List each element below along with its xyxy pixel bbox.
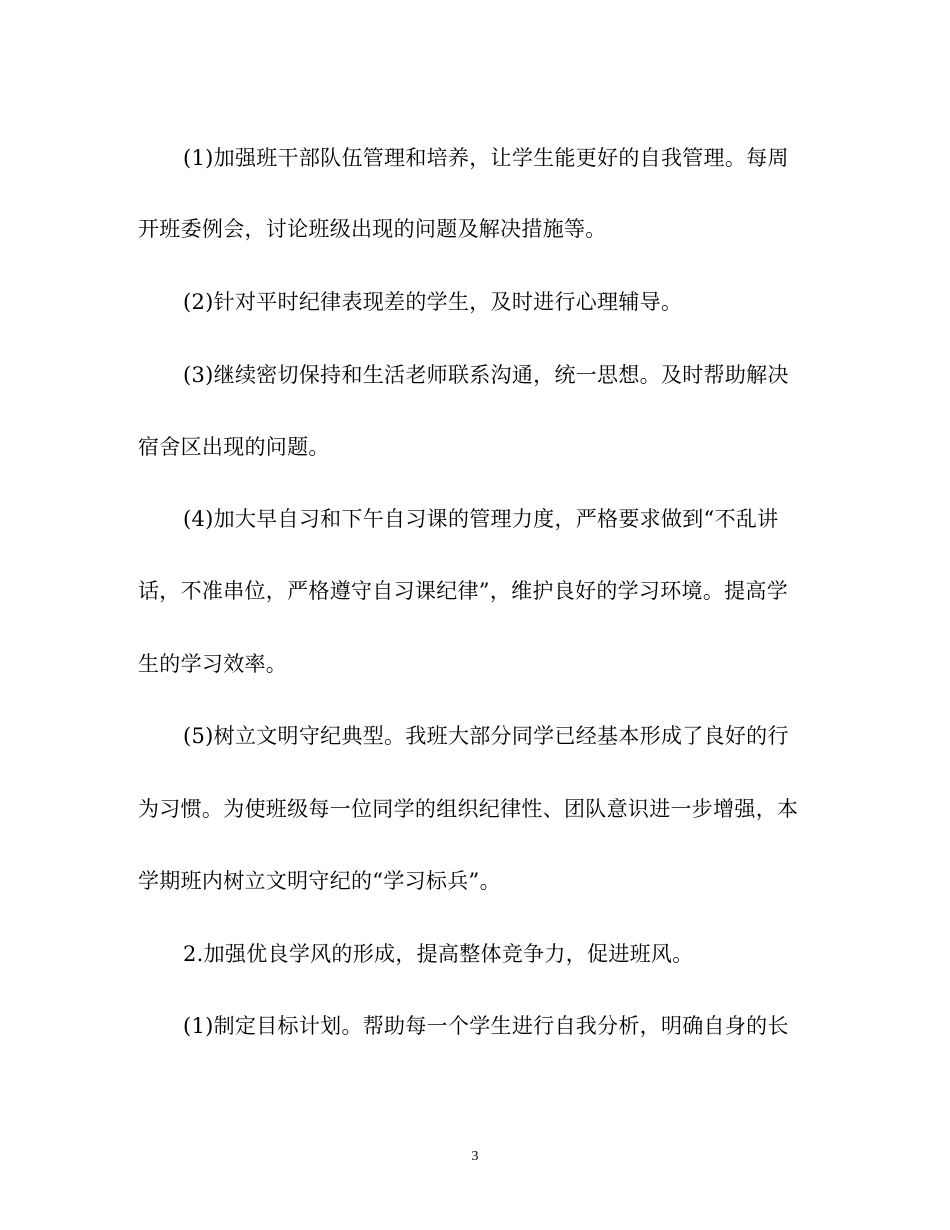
section-heading: 2.加强优良学风的形成，提高整体竞争力，促进班风。 <box>183 942 694 966</box>
text-line: (3)继续密切保持和生活老师联系沟通，统一思想。及时帮助解决 <box>183 363 789 387</box>
text-line: (1)制定目标计划。帮助每一个学生进行自我分析，明确自身的长 <box>183 1014 789 1038</box>
text-line: (5)树立文明守纪典型。我班大部分同学已经基本形成了良好的行 <box>183 724 789 748</box>
text-line: (2)针对平时纪律表现差的学生，及时进行心理辅导。 <box>183 290 683 314</box>
page-number: 3 <box>471 1149 479 1164</box>
text-line: 为习惯。为使班级每一位同学的组织纪律性、团队意识进一步增强，本 <box>138 797 799 821</box>
text-line: 开班委例会，讨论班级出现的问题及解决措施等。 <box>138 217 607 241</box>
text-line: 生的学习效率。 <box>138 652 288 676</box>
text-line: (1)加强班干部队伍管理和培养，让学生能更好的自我管理。每周 <box>183 146 789 170</box>
text-line: 学期班内树立文明守纪的“学习标兵”。 <box>138 869 501 893</box>
text-line: 话，不准串位，严格遵守自习课纪律”，维护良好的学习环境。提高学 <box>138 579 789 603</box>
text-line: 宿舍区出现的问题。 <box>138 435 330 459</box>
text-line: (4)加大早自习和下午自习课的管理力度，严格要求做到“不乱讲 <box>183 507 779 531</box>
